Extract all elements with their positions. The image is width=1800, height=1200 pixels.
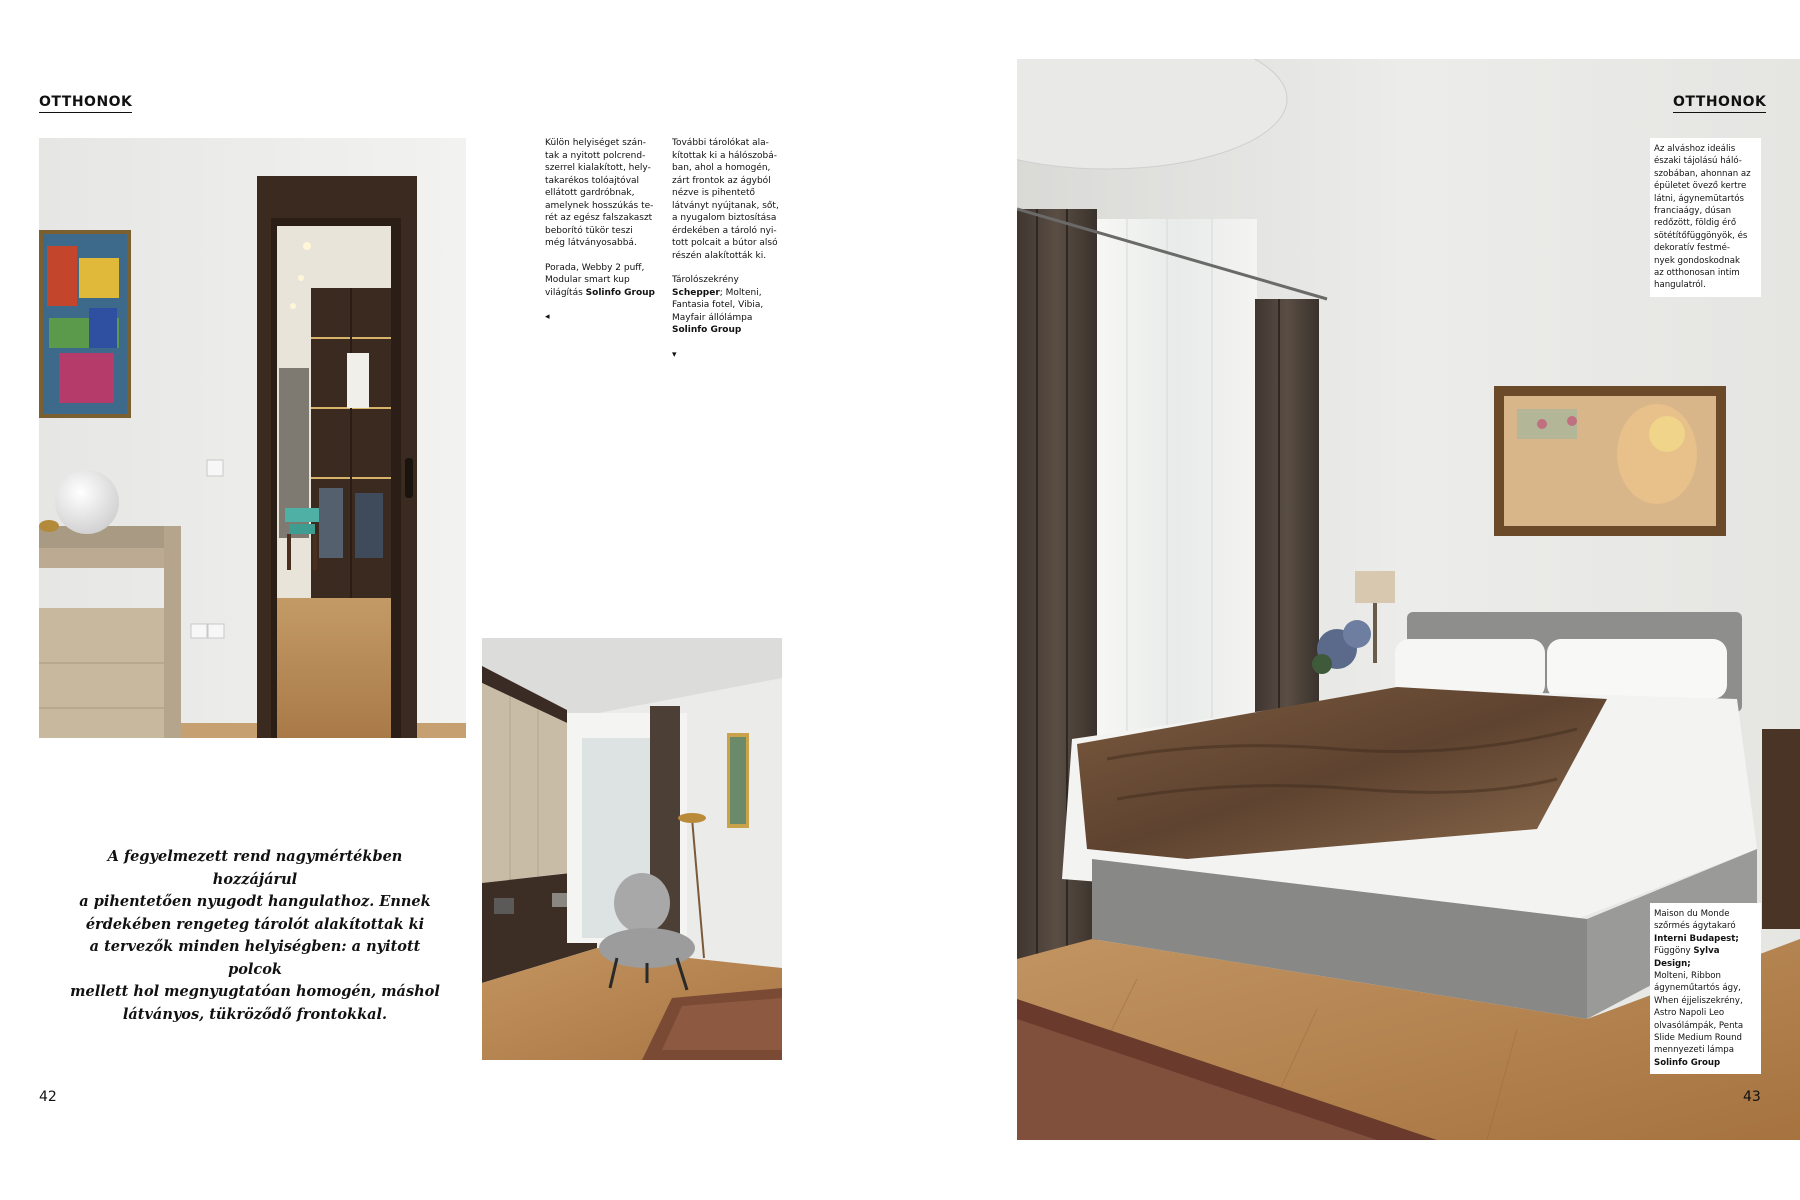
caption-line: szobában, ahonnan az <box>1654 168 1751 179</box>
caption-line: ellátott gardróbnak, <box>545 188 635 198</box>
brand-name: Solinfo Group <box>585 287 655 298</box>
page-number-right: 43 <box>1743 1089 1761 1105</box>
caption-bedroom-storage <box>672 137 787 361</box>
caption-line: sötétítőfüggönyök, és <box>1654 230 1748 241</box>
section-label-right: OTTHONOK <box>1673 94 1766 113</box>
caption-line: amelynek hosszúkás te- <box>545 200 654 211</box>
caption-line: tak a nyitott polcrend- <box>545 150 646 161</box>
brand-name: Solinfo Group <box>672 325 742 335</box>
caption-line: Az alváshoz ideális <box>1654 144 1736 154</box>
caption-line: hangulatról. <box>1654 280 1706 291</box>
caption-line: ban, ahol a homogén, <box>672 163 771 173</box>
caption-line: zárt frontok az ágyból <box>672 175 771 186</box>
pull-quote-line: a pihentetően nyugodt hangulathoz. Ennek <box>79 893 431 910</box>
caption-line: Tárolószekrény <box>672 275 739 285</box>
caption-storage-description <box>672 137 787 262</box>
brand-name: Schepper <box>672 287 720 298</box>
caption-line: érdekében a tároló nyi- <box>672 225 777 236</box>
pull-quote <box>70 846 440 1026</box>
caption-line: Külön helyiséget szán- <box>545 138 647 148</box>
caption-line: Porada, Webby 2 puff, <box>545 262 645 273</box>
photo-wardrobe-corridor <box>39 138 466 738</box>
caption-line: ágyneműtartós ágy, <box>1654 983 1741 994</box>
caption-wardrobe <box>545 137 660 324</box>
bedroom-chair-illustration <box>482 638 782 1060</box>
photo-bedroom-chair <box>482 638 782 1060</box>
caption-line: rét az egész falszakaszt <box>545 213 653 223</box>
brand-name: Sylva Design; <box>1654 946 1720 969</box>
caption-line: Modular smart kup <box>545 275 630 285</box>
caption-line: franciaágy, dúsan <box>1654 206 1732 217</box>
caption-line: Maison du Monde <box>1654 909 1730 919</box>
caption-line: Függöny <box>1654 946 1694 957</box>
caption-line: nyek gondoskodnak <box>1654 255 1740 266</box>
pull-quote-line: érdekében rengeteg tárolót alakítottak ki <box>85 915 425 933</box>
caption-wardrobe-credits <box>545 262 660 300</box>
brand-name: Interni Budapest; <box>1654 933 1739 944</box>
caption-line: északi tájolású háló- <box>1654 156 1742 167</box>
caption-storage-credits <box>672 274 787 337</box>
caption-line: részén alakították ki. <box>672 250 767 261</box>
caption-line: világítás <box>545 287 586 298</box>
caption-line: When éjjeliszekrény, <box>1654 995 1743 1006</box>
caption-line: épületet övező kertre <box>1654 181 1747 192</box>
caption-line: Molteni, Ribbon <box>1654 971 1721 982</box>
caption-line: beborító tükör teszi <box>545 225 633 236</box>
pull-quote-line: látványos, tükröződő frontokkal. <box>122 1005 388 1023</box>
caption-line: szerrel kialakított, hely- <box>545 163 651 173</box>
caption-line: Astro Napoli Leo <box>1654 1008 1725 1019</box>
caption-wardrobe-description <box>545 137 660 250</box>
caption-line: nézve is pihentető <box>672 188 755 198</box>
caption-line: még látványosabbá. <box>545 238 637 248</box>
caption-line: További tárolókat ala- <box>672 138 769 148</box>
caption-line: olvasólámpák, Penta <box>1654 1020 1744 1031</box>
caption-line: mennyezeti lámpa <box>1654 1045 1734 1056</box>
caption-line: Fantasia fotel, Vibia, <box>672 300 764 310</box>
section-label-left: OTTHONOK <box>39 94 132 113</box>
down-arrow-icon: ▾ <box>672 349 677 360</box>
caption-line: dekoratív festmé- <box>1654 243 1730 254</box>
caption-line: Slide Medium Round <box>1654 1033 1742 1044</box>
caption-line: az otthonosan intim <box>1654 268 1740 279</box>
caption-line: látni, ágynemütartós <box>1654 193 1744 204</box>
pull-quote-line: a tervezők minden helyiségben: a nyitott polcok <box>89 938 421 978</box>
caption-line: látványt nyújtanak, sőt, <box>672 200 779 211</box>
caption-line: takarékos tolóajtóval <box>545 175 640 186</box>
brand-name: Solinfo Group <box>1654 1057 1721 1068</box>
page-number-left: 42 <box>39 1089 57 1105</box>
caption-line: redőzött, földig érő <box>1654 218 1737 229</box>
pull-quote-line: mellett hol megnyugtatóan homogén, máshol <box>70 983 440 1000</box>
caption-line: Mayfair állólámpa <box>672 312 753 323</box>
caption-line: a nyugalom biztosítása <box>672 213 777 223</box>
caption-line: ; Molteni, <box>719 287 762 298</box>
caption-line: tott polcait a bútor alsó <box>672 238 778 248</box>
caption-line: szőrmés ágytakaró <box>1654 921 1736 932</box>
pull-quote-line: A fegyelmezett rend nagymértékben hozzájárul <box>107 848 403 888</box>
left-arrow-icon: ◂ <box>545 312 550 322</box>
wardrobe-corridor-illustration <box>39 138 466 738</box>
caption-bedroom-credits <box>1650 903 1761 1074</box>
caption-line: kítottak ki a hálószobá- <box>672 150 777 161</box>
caption-bedroom-top <box>1650 138 1761 297</box>
